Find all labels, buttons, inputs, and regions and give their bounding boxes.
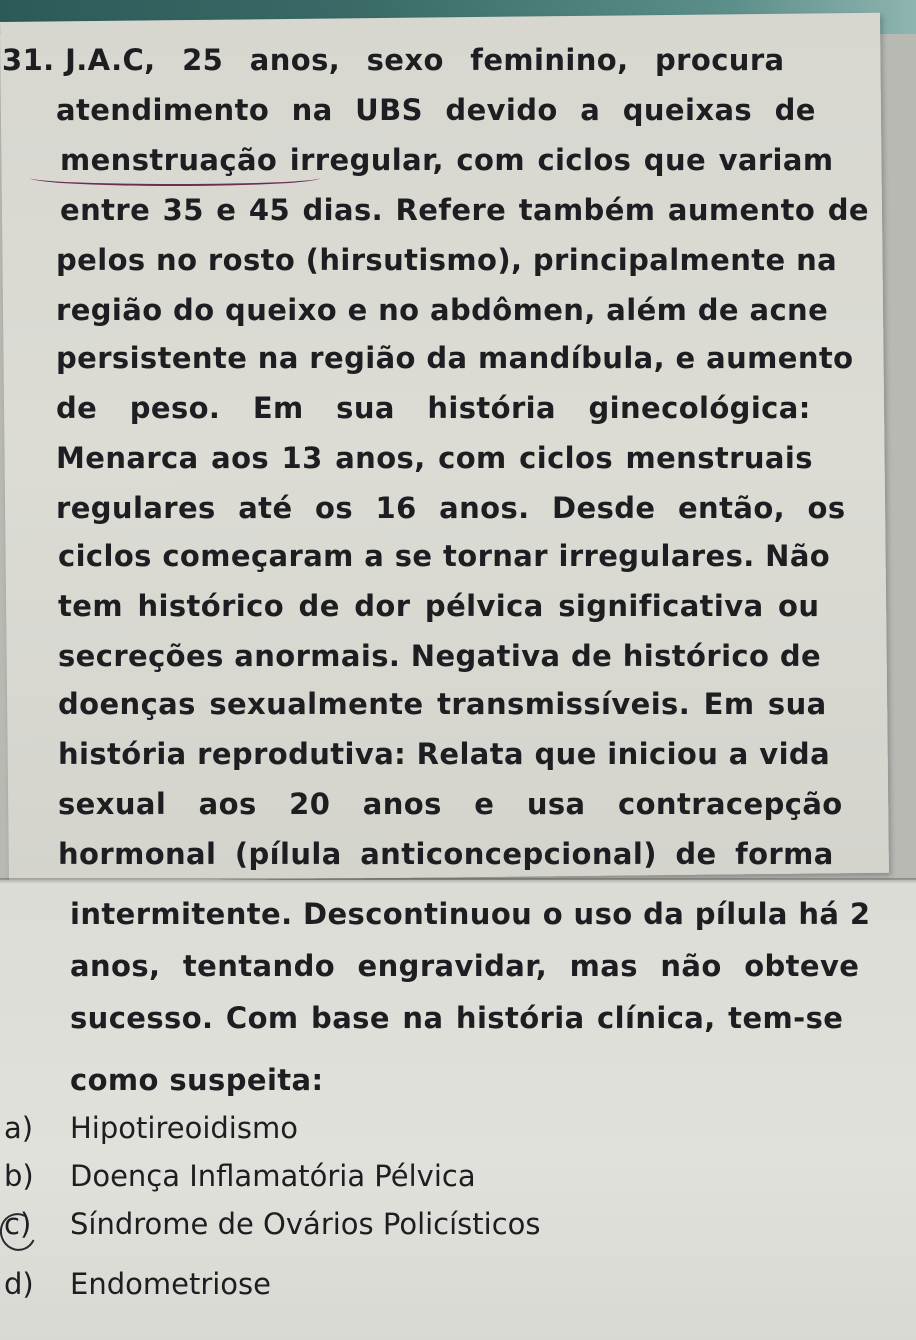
question-line: secreções anormais. Negativa de histórico de bbox=[58, 639, 822, 673]
question-line: pelos no rosto (hirsutismo), principalmente na bbox=[56, 243, 838, 277]
question-line: intermitente. Descontinuou o uso da pílula há 2 bbox=[70, 897, 871, 931]
question-line: persistente na região da mandíbula, e aumento bbox=[56, 341, 854, 375]
option-text: Síndrome de Ovários Policísticos bbox=[70, 1207, 541, 1241]
question-line: regulares até os 16 anos. Desde então, os bbox=[56, 491, 846, 525]
option-letter: b) bbox=[4, 1159, 34, 1193]
question-line: tem histórico de dor pélvica significativa ou bbox=[58, 589, 820, 623]
question-line: sexual aos 20 anos e usa contracepção bbox=[58, 787, 843, 821]
option-letter: c) bbox=[4, 1207, 32, 1241]
option-a[interactable] bbox=[4, 1110, 298, 1146]
question-line: região do queixo e no abdômen, além de acne bbox=[56, 293, 829, 327]
question-line: ciclos começaram a se tornar irregulares. Não bbox=[58, 539, 831, 573]
question-number: 31. bbox=[2, 43, 55, 77]
pen-underline-mark bbox=[30, 170, 320, 186]
question-text: J.A.C, 25 anos, sexo feminino, procura bbox=[65, 43, 785, 77]
page-fold-shadow bbox=[0, 878, 916, 884]
option-text: Endometriose bbox=[70, 1267, 271, 1301]
option-letter: d) bbox=[4, 1267, 34, 1301]
question-line: entre 35 e 45 dias. Refere também aumento de bbox=[60, 193, 869, 227]
option-b[interactable] bbox=[4, 1158, 476, 1194]
option-text: Doença Inflamatória Pélvica bbox=[70, 1159, 476, 1193]
option-letter: a) bbox=[4, 1111, 34, 1145]
question-line: doenças sexualmente transmissíveis. Em sua bbox=[58, 687, 827, 721]
question-line: hormonal (pílula anticoncepcional) de forma bbox=[58, 837, 834, 871]
question-line: como suspeita: bbox=[70, 1063, 324, 1097]
question-line bbox=[2, 42, 785, 78]
question-line: sucesso. Com base na história clínica, tem-se bbox=[70, 1001, 844, 1035]
question-line: atendimento na UBS devido a queixas de bbox=[56, 93, 816, 127]
question-line: Menarca aos 13 anos, com ciclos menstruais bbox=[56, 441, 813, 475]
option-c[interactable] bbox=[4, 1206, 541, 1242]
question-line: anos, tentando engravidar, mas não obteve bbox=[70, 949, 860, 983]
option-text: Hipotireoidismo bbox=[70, 1111, 298, 1145]
question-line: de peso. Em sua história ginecológica: bbox=[56, 391, 811, 425]
option-d[interactable] bbox=[4, 1266, 271, 1302]
question-line: menstruação irregular, com ciclos que variam bbox=[60, 143, 834, 177]
question-line: história reprodutiva: Relata que iniciou a vida bbox=[58, 737, 831, 771]
